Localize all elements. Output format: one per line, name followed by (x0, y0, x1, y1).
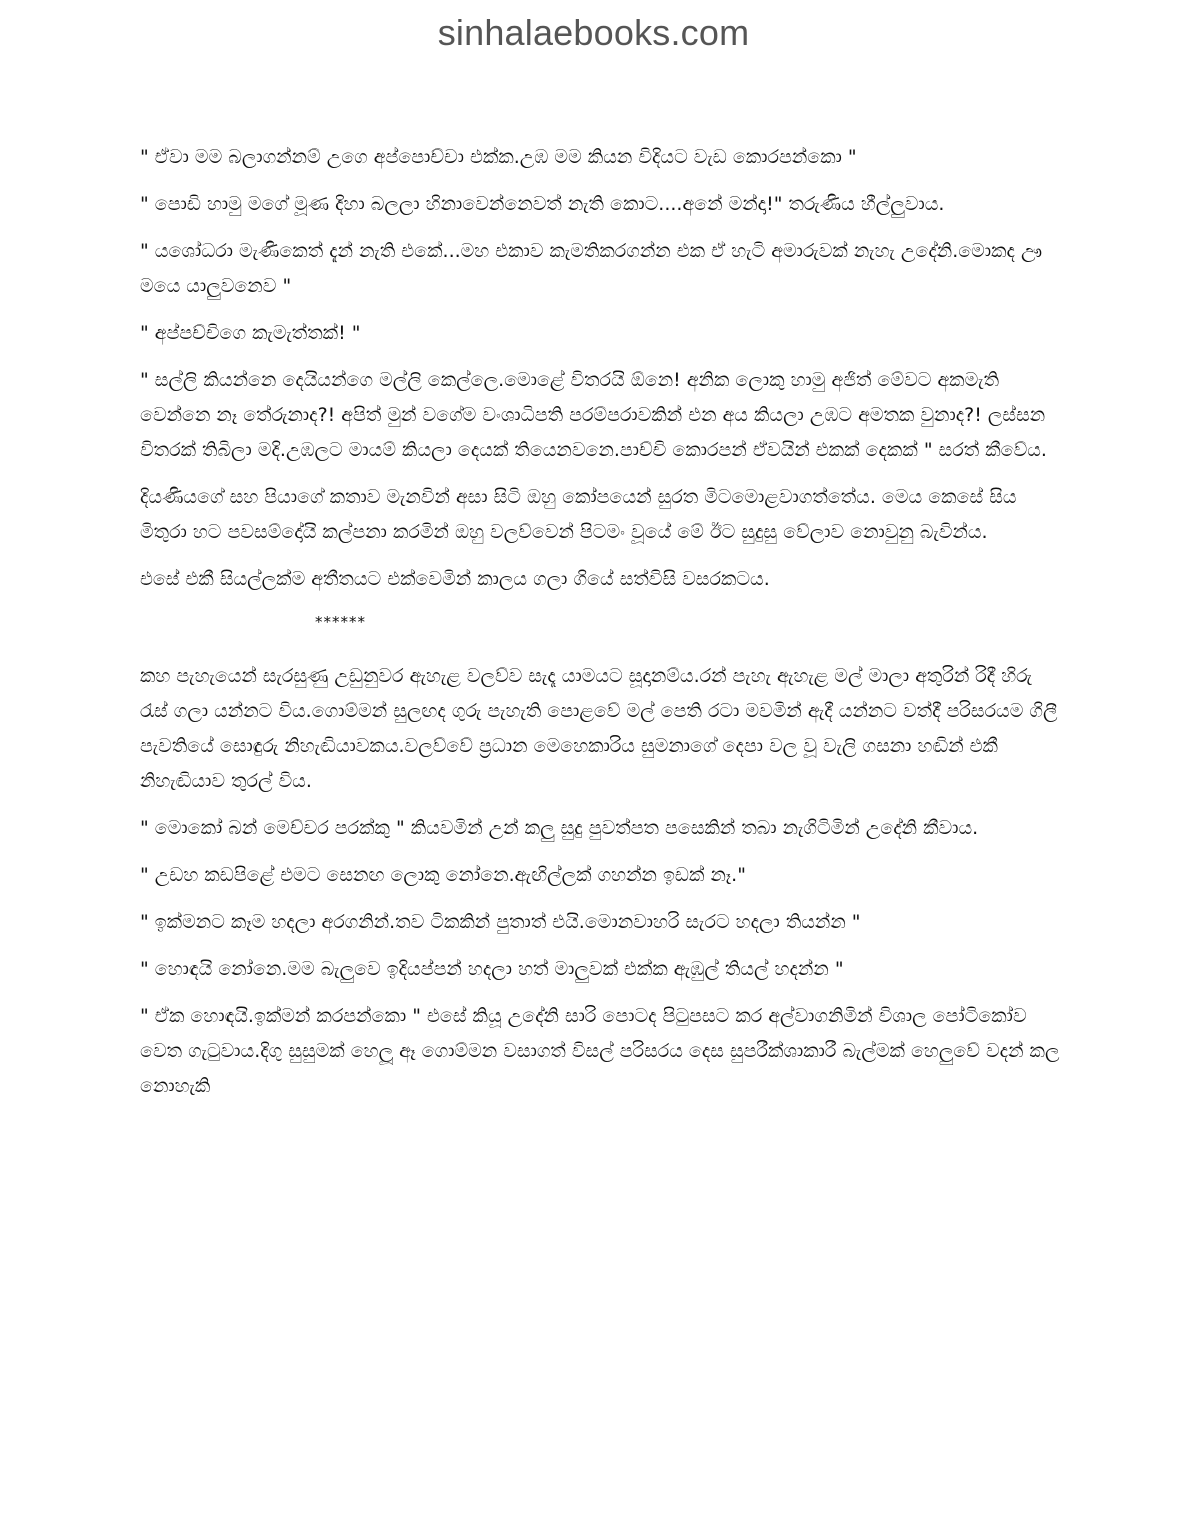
paragraph: " ඒවා මම බලාගන්නම් උගෙ අප්පොච්චා එක්ක.උඹ මම කියන විදියට වැඩ කොරපන්කො " (140, 146, 857, 168)
paragraph: දියණියගේ සහ පියාගේ කතාව මැනවින් අසා සිටි ඔහු කෝපයෙන් සුරත මිටමොළවාගත්තේය. මෙය කෙසේ සිය මිතුරා හට පවසම්දෝයි කල්පනා කරමින් ඔහු වලව්වෙන් පිටමං වූයේ මේ ඊට සුදුසු වේලාව නොවුනු බැවින්ය. (140, 486, 1017, 543)
paragraph: " ඒක හොඳයි.ඉක්මන් කරපන්කො " එසේ කියූ උදේනි සාරි පොටද පිටුපසට කර අල්වාගනිමින් විශාල පෝටිකෝව වෙත ගැටුවාය.දිගු සුසුමක් හෙලූ ඈ ගොම්මන වසාගත් විසල් පරිසරය දෙස සුපරීක්ශාකාරී බැල්මක් හෙලුවේ වදන් කල නොහැකි (140, 1005, 1060, 1097)
site-header: sinhalaebooks.com (437, 12, 750, 53)
paragraph: " යශෝධරා මැණිකෙත් දැන් නැති එකේ...මහ එකාව කැමතිකරගන්න එක ඒ හැටි අමාරුවක් නැහැ උදේනි.මොකද ඌ මයෙ යාලුවනෙව " (140, 240, 1043, 297)
paragraph: " මොකෝ බන් මෙච්චර පරක්කු " කියවමින් උන් කලු සුදු පුවත්පත පසෙකින් තබා නැගිටිමින් උදේනි කීවාය. (140, 817, 979, 839)
section-separator: ****** (315, 613, 366, 631)
paragraph: " උඩහ කඩපිළේ එමට සෙනඟ ලොකු නෝනෙ.ඇඟිල්ලක් ගහන්න ඉඩක් නෑ." (140, 864, 746, 886)
story-body (140, 140, 1060, 1116)
paragraph: " සල්ලි කියන්නෙ දෙයියන්ගෙ මල්ලි කෙල්ලෙ.මොළේ විතරයි ඕනෙ! අනික ලොකු හාමු අජිත් මේවට අකමැති වෙන්නෙ නෑ තේරුනාද?! අපිත් මුන් වගේම වංශාධිපති පරම්පරාවකින් එන අය කියලා උඹට අමතක වුනාද?! ලස්සන විතරක් තිබිලා මදි.උඹලට මායම් කියලා දෙයක් තියෙනවනෙ.පාච්චි කොරපන් ඒවයින් එකක් දෙකක් " සරත් කීවේය. (140, 369, 1047, 461)
paragraph: කහ පැහැයෙන් සැරසුණු උඩුනුවර ඇහැළ වලව්ව සැදෑ යාමයට සූදානම්ය.රන් පැහැ ඇහැළ මල් මාලා අතුරින් රිදී හිරු රැස් ගලා යන්නට විය.ගොම්මන් සුලඟද ගුරු පැහැති පොළවේ මල් පෙති රටා මවමින් ඇදී යන්නට වත්දී පරිසරයම ගිලී පැවතියේ සොඳුරු නිහැඬියාවකය.වලව්වේ ප්‍රධාන මෙහෙකාරිය සුමනාගේ දෙපා වල වූ වැලි ගසනා හඬින් එකී නිහැඬියාව තුරල් විය. (140, 665, 1058, 792)
paragraph: එසේ එකී සියල්ලක්ම අතීතයට එක්වෙමින් කාලය ගලා ගියේ සත්විසි වසරකටය. (140, 568, 770, 590)
paragraph: " හොඳයි නෝනෙ.මම බැලුවෙ ඉදියප්පන් හදලා හත් මාලුවක් එක්ක ඇඹුල් තියල් හදන්න " (140, 958, 844, 980)
paragraph: " පොඩි හාමු මගේ මූණ දිහා බලලා හිනාවෙන්නෙවත් නැති කොට....අනේ මන්දා!" තරුණිය හීල්ලුවාය. (140, 193, 945, 215)
paragraph: " ඉක්මනට කෑම හදලා අරගනින්.තව ටිකකින් පුතාත් එයි.මොනවාහරි සැරට හදලා තියන්න " (140, 911, 861, 933)
paragraph: " අප්පච්චිගෙ කැමැත්තක්! " (140, 322, 361, 344)
